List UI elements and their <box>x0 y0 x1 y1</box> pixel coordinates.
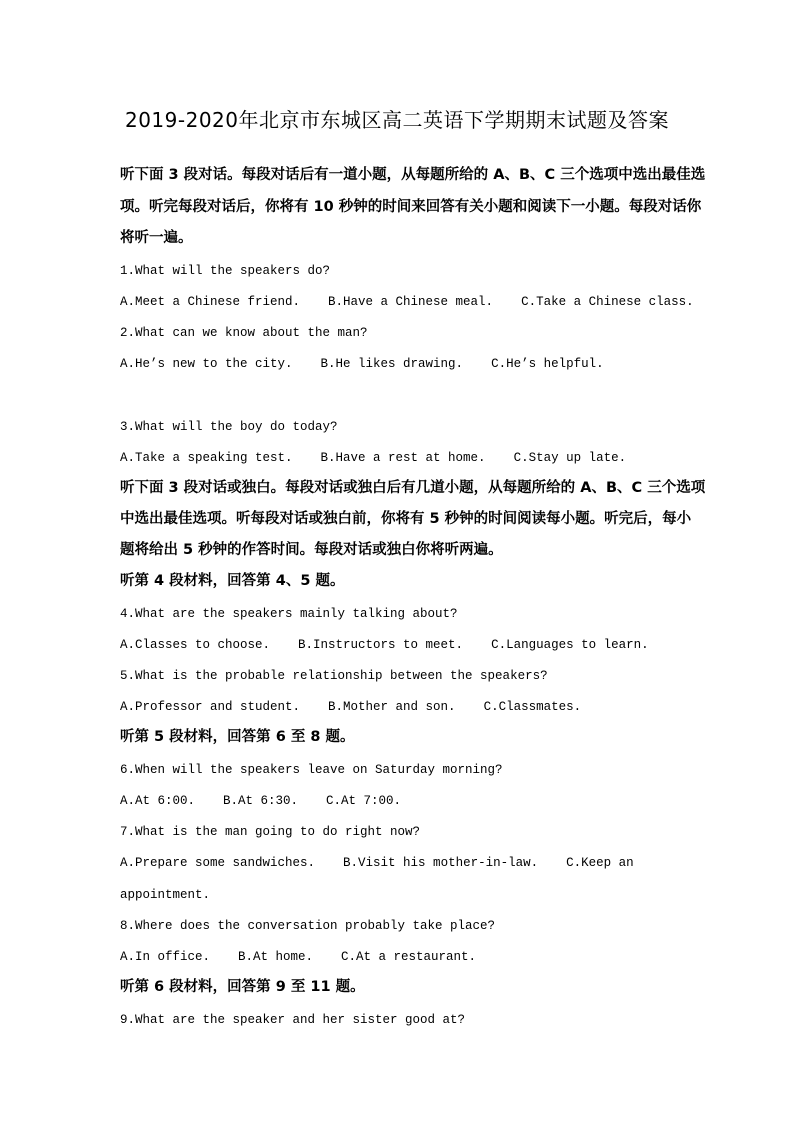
question-4-options <box>120 635 680 655</box>
question-8: 8.Where does the conversation probably take place? <box>120 919 496 933</box>
question-6-option-a: A.At 6:00. <box>120 794 196 808</box>
question-7-option-b: B.Visit his mother-in-law. <box>343 856 539 870</box>
question-7: 7.What is the man going to do right now? <box>120 825 421 839</box>
section1-instruction-line-3: 将听一遍。 <box>120 230 193 246</box>
question-8-option-b: B.At home. <box>238 950 314 964</box>
material-6-heading: 听第 6 段材料，回答第 9 至 11 题。 <box>120 979 365 995</box>
question-7-option-c-continuation: appointment. <box>120 888 211 902</box>
section1-instruction-line-1: 听下面 3 段对话。每段对话后有一道小题，从每题所给的 A、B、C 三个选项中选出最佳选 <box>120 167 706 183</box>
question-6-options <box>120 791 680 811</box>
question-6-option-b: B.At 6:30. <box>223 794 299 808</box>
question-7-options <box>120 853 680 873</box>
question-1-option-c: C.Take a Chinese class. <box>521 295 694 309</box>
question-2-option-a: A.He’s new to the city. <box>120 357 293 371</box>
question-6-option-c: C.At 7:00. <box>326 794 402 808</box>
question-3-options <box>120 448 680 468</box>
question-4-option-b: B.Instructors to meet. <box>298 638 464 652</box>
question-8-options <box>120 947 680 967</box>
section2-instruction-line-2: 中选出最佳选项。听每段对话或独白前，你将有 5 秒钟的时间阅读每小题。听完后，每小 <box>120 511 692 527</box>
question-4: 4.What are the speakers mainly talking about? <box>120 607 458 621</box>
question-2: 2.What can we know about the man? <box>120 326 368 340</box>
question-5-option-b: B.Mother and son. <box>328 700 456 714</box>
question-5-options <box>120 697 680 717</box>
question-5: 5.What is the probable relationship between the speakers? <box>120 669 548 683</box>
question-2-option-b: B.He likes drawing. <box>320 357 464 371</box>
question-3: 3.What will the boy do today? <box>120 420 338 434</box>
document-title: 2019-2020年北京市东城区高二英语下学期期末试题及答案 <box>124 108 669 132</box>
question-4-option-c: C.Languages to learn. <box>491 638 649 652</box>
question-5-option-a: A.Professor and student. <box>120 700 301 714</box>
question-5-option-c: C.Classmates. <box>483 700 582 714</box>
question-3-option-a: A.Take a speaking test. <box>120 451 293 465</box>
question-3-option-c: C.Stay up late. <box>513 451 627 465</box>
question-8-option-c: C.At a restaurant. <box>341 950 477 964</box>
question-6: 6.When will the speakers leave on Saturday morning? <box>120 763 503 777</box>
question-3-option-b: B.Have a rest at home. <box>320 451 486 465</box>
question-8-option-a: A.In office. <box>120 950 211 964</box>
question-9: 9.What are the speaker and her sister good at? <box>120 1013 466 1027</box>
material-5-heading: 听第 5 段材料，回答第 6 至 8 题。 <box>120 729 355 745</box>
question-1-option-a: A.Meet a Chinese friend. <box>120 295 301 309</box>
question-4-option-a: A.Classes to choose. <box>120 638 271 652</box>
section2-instruction-line-1: 听下面 3 段对话或独白。每段对话或独白后有几道小题，从每题所给的 A、B、C 三个选项 <box>120 480 706 496</box>
material-4-heading: 听第 4 段材料，回答第 4、5 题。 <box>120 573 345 589</box>
question-2-option-c: C.He’s helpful. <box>491 357 604 371</box>
section1-instruction-line-2: 项。听完每段对话后，你将有 10 秒钟的时间来回答有关小题和阅读下一小题。每段对话你 <box>120 199 702 215</box>
section2-instruction-line-3: 题将给出 5 秒钟的作答时间。每段对话或独白你将听两遍。 <box>120 542 503 558</box>
question-7-option-a: A.Prepare some sandwiches. <box>120 856 316 870</box>
question-7-option-c: C.Keep an <box>566 856 634 870</box>
question-2-options <box>120 354 680 374</box>
question-1-options <box>120 292 694 312</box>
question-1: 1.What will the speakers do? <box>120 264 331 278</box>
question-1-option-b: B.Have a Chinese meal. <box>328 295 494 309</box>
